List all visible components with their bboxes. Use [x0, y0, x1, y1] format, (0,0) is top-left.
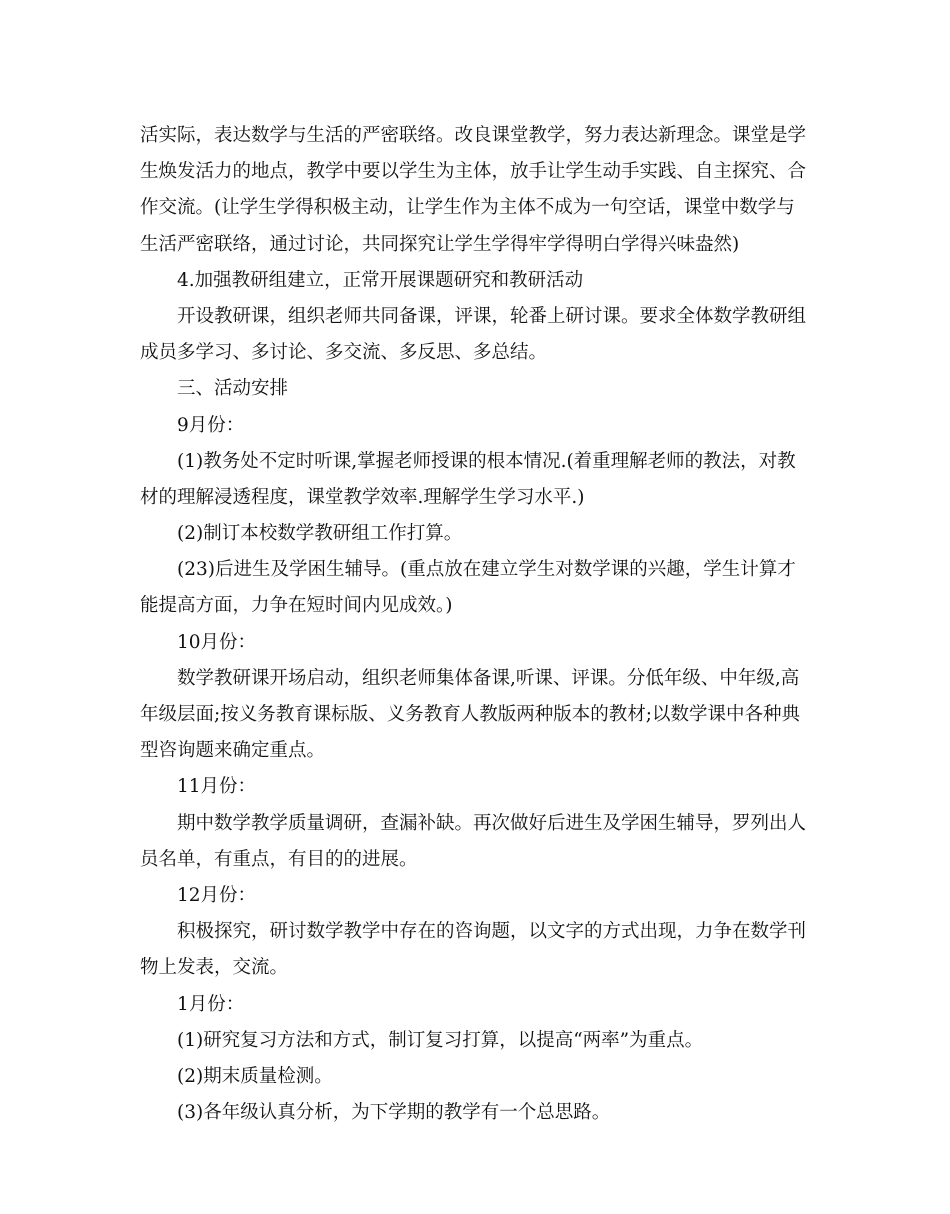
body-line: 年级层面;按义务教育课标版、义务教育人教版两种版本的教材;以数学课中各种典 [140, 704, 800, 725]
body-line: 物上发表，交流。 [140, 957, 289, 979]
month-heading-january: 1月份： [177, 993, 245, 1015]
section-heading-4: 4.加强教研组建立，正常开展课题研究和教研活动 [177, 269, 584, 291]
list-item: (23)后进生及学困生辅导。(重点放在建立学生对数学课的兴趣，学生计算才 [177, 559, 796, 581]
month-heading-november: 11月份： [177, 776, 257, 798]
body-line: 期中数学教学质量调研，查漏补缺。再次做好后进生及学困生辅导，罗列出人 [177, 812, 807, 834]
document-body [140, 118, 815, 1131]
body-line: 数学教研课开场启动，组织老师集体备课,听课、评课。分低年级、中年级,高 [177, 667, 800, 689]
body-line: 生活严密联络，通过讨论，共同探究让学生学得牢学得明白学得兴味盎然) [140, 233, 740, 255]
body-line: 材的理解浸透程度，课堂教学效率.理解学生学习水平.) [140, 486, 585, 508]
list-item: (3)各年级认真分析，为下学期的教学有一个总思路。 [177, 1102, 611, 1124]
list-item: (1)研究复习方法和方式，制订复习打算，以提高“两率”为重点。 [177, 1029, 704, 1051]
body-line: 开设教研课，组织老师共同备课，评课，轮番上研讨课。要求全体数学教研组 [177, 305, 807, 327]
list-item: (2)制订本校数学教研组工作打算。 [177, 523, 463, 545]
body-line: 作交流。(让学生学得积极主动，让学生作为主体不成为一句空话，课堂中数学与 [140, 197, 795, 219]
body-line: 成员多学习、多讨论、多交流、多反思、多总结。 [140, 342, 548, 364]
body-line: 活实际，表达数学与生活的严密联络。改良课堂教学，努力表达新理念。课堂是学 [140, 125, 807, 146]
body-line: 型咨询题来确定重点。 [140, 740, 326, 762]
body-line: 员名单，有重点，有目的的进展。 [140, 848, 418, 870]
list-item: (1)教务处不定时听课,掌握老师授课的根本情况.(着重理解老师的教法，对教 [177, 450, 796, 472]
month-heading-september: 9月份： [177, 414, 245, 436]
list-item: (2)期末质量检测。 [177, 1065, 333, 1087]
section-heading-activities: 三、活动安排 [177, 378, 289, 400]
body-line: 生焕发活力的地点，教学中要以学生为主体，放手让学生动手实践、自主探究、合 [140, 161, 807, 183]
body-line: 能提高方面，力争在短时间内见成效。) [140, 595, 453, 617]
body-line: 积极探究，研讨数学教学中存在的咨询题，以文字的方式出现，力争在数学刊 [177, 921, 807, 943]
month-heading-december: 12月份： [177, 884, 257, 906]
month-heading-october: 10月份： [177, 631, 257, 653]
